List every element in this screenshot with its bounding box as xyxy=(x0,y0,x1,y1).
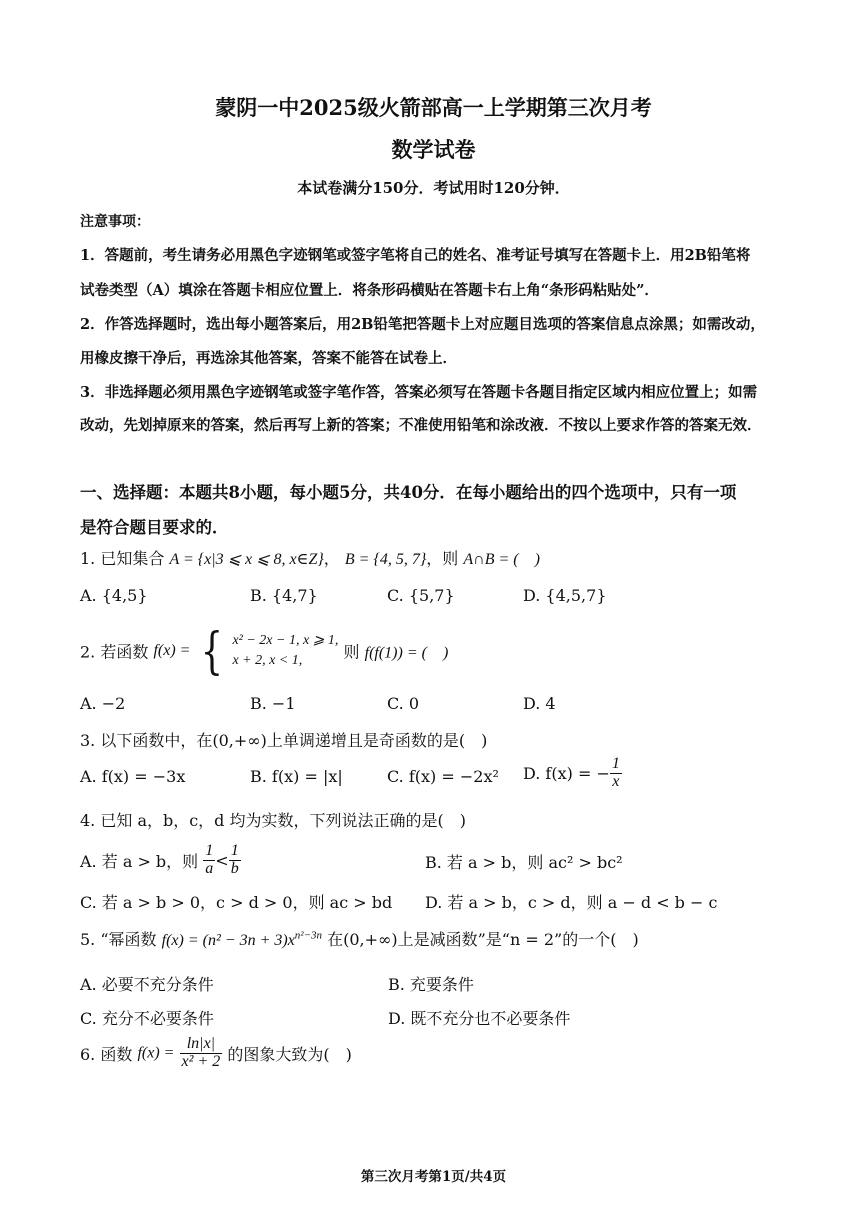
left-brace: { xyxy=(200,622,223,680)
q5-text-b: 在(0,+∞)上是减函数”是“n = 2”的一个( ) xyxy=(327,930,639,949)
question-6 xyxy=(80,1036,352,1071)
q3-frac-num: 1 xyxy=(611,755,620,772)
section-heading-cont: 是符合题目要求的． xyxy=(80,518,229,537)
q4-option-a xyxy=(80,843,241,878)
question-2 xyxy=(80,622,448,680)
q5-formula: f(x) = (n² − 3n + 3)x xyxy=(161,932,295,949)
q5-exponent: n²−3n xyxy=(294,929,323,942)
q5-option-b: B. 充要条件 xyxy=(388,975,474,994)
question-1 xyxy=(80,546,540,569)
q4-lt: < xyxy=(215,850,229,870)
q3-option-b: B. f(x) = |x| xyxy=(250,767,343,786)
question-4: 4. 已知 a，b，c，d 均为实数，下列说法正确的是( ) xyxy=(80,811,466,830)
q4-option-b: B. 若 a > b，则 ac² > bc² xyxy=(425,853,623,872)
exam-subject: 数学试卷 xyxy=(391,137,476,162)
q1-option-d: D. {4,5,7} xyxy=(523,586,607,605)
q2-text: 2. 若函数 xyxy=(80,642,149,662)
q4-option-d: D. 若 a > b，c > d，则 a − d < b − c xyxy=(425,893,718,912)
q4-opt-a-label: A. 若 a > b，则 xyxy=(80,851,199,871)
q6-fx: f(x) = xyxy=(137,1044,175,1062)
notice-heading: 注意事项： xyxy=(80,214,150,230)
q3-fraction xyxy=(610,756,622,791)
q2-option-d: D. 4 xyxy=(523,694,556,713)
notice-line: 用橡皮擦干净后，再选涂其他答案，答案不能答在试卷上． xyxy=(80,350,457,367)
q6-fraction xyxy=(180,1036,223,1071)
q3-option-a: A. f(x) = −3x xyxy=(80,767,186,786)
q2-case-1: x² − 2x − 1, x ⩾ 1, xyxy=(232,632,339,648)
notice-line: 试卷类型（A）填涂在答题卡相应位置上．将条形码横贴在答题卡右上角“条形码粘贴处”． xyxy=(80,282,659,299)
notice-line: 2．作答选择题时，选出每小题答案后，用2B铅笔把答题卡上对应题目选项的答案信息点涂黑；如需改动， xyxy=(80,316,765,333)
q3-frac-den: x xyxy=(612,772,620,790)
q1-sep: ， xyxy=(323,549,340,568)
q4-frac-1 xyxy=(203,843,215,878)
notice-line: 3．非选择题必须用黑色字迹钢笔或签字笔作答，答案必须写在答题卡各题目指定区域内相应位置上；如需 xyxy=(80,384,758,401)
q1-set-b: B = {4, 5, 7} xyxy=(344,551,427,568)
q1-option-b: B. {4,7} xyxy=(250,586,318,605)
q1-text: 1. 已知集合 xyxy=(80,549,165,568)
q2-text-b: 则 xyxy=(343,642,360,662)
q1-text-b: ，则 xyxy=(426,549,459,568)
exam-title: 蒙阴一中2025级火箭部高一上学期第三次月考 xyxy=(215,95,652,120)
q1-set-a: A = {x|3 ⩽ x ⩽ 8, x∈Z} xyxy=(169,551,324,568)
q5-option-a: A. 必要不充分条件 xyxy=(80,975,214,994)
q2-option-a: A. −2 xyxy=(80,694,126,713)
q3-option-d xyxy=(523,756,622,791)
question-5 xyxy=(80,927,639,950)
q1-option-c: C. {5,7} xyxy=(387,586,455,605)
q1-option-a: A. {4,5} xyxy=(80,586,148,605)
q4-frac-1-num: 1 xyxy=(205,842,214,859)
q6-frac-den: x² + 2 xyxy=(181,1052,221,1070)
q6-frac-num: ln|x| xyxy=(180,1036,223,1054)
q6-text-a: 6. 函数 xyxy=(80,1044,133,1064)
q4-frac-2-num: 1 xyxy=(230,842,239,859)
notice-line: 改动，先划掉原来的答案，然后再写上新的答案；不准使用铅笔和涂改液．不按以上要求作答的答案无效． xyxy=(80,417,762,434)
q2-option-c: C. 0 xyxy=(387,694,420,713)
notice-line: 1．答题前，考生请务必用黑色字迹钢笔或签字笔将自己的姓名、准考证号填写在答题卡上．用2B铅笔将 xyxy=(80,247,751,264)
q2-expr: f(f(1)) = ( ) xyxy=(364,644,449,662)
q3-option-c: C. f(x) = −2x² xyxy=(387,767,499,786)
exam-info: 本试卷满分150分．考试用时120分钟． xyxy=(297,179,570,197)
q4-frac-1-den: a xyxy=(205,859,214,877)
q5-text-a: 5. “幂函数 xyxy=(80,930,157,949)
q2-option-b: B. −1 xyxy=(250,694,296,713)
q2-case-2: x + 2, x < 1, xyxy=(232,653,303,668)
q2-cases xyxy=(232,631,338,672)
q4-option-c: C. 若 a > b > 0，c > d > 0，则 ac > bd xyxy=(80,893,393,912)
q5-option-c: C. 充分不必要条件 xyxy=(80,1009,214,1028)
q1-expr: A∩B = ( ) xyxy=(463,551,540,568)
q5-option-d: D. 既不充分也不必要条件 xyxy=(388,1009,571,1028)
section-heading: 一、选择题：本题共8小题，每小题5分，共40分．在每小题给出的四个选项中，只有一项 xyxy=(80,483,737,502)
q6-text-b: 的图象大致为( ) xyxy=(227,1044,352,1064)
q3-option-d-label: D. f(x) = − xyxy=(523,763,610,783)
question-3: 3. 以下函数中，在(0,+∞)上单调递增且是奇函数的是( ) xyxy=(80,731,488,750)
page-footer: 第三次月考第1页/共4页 xyxy=(360,1169,507,1185)
q4-frac-2-den: b xyxy=(230,859,239,877)
q4-frac-2 xyxy=(229,843,241,878)
q2-fx: f(x) = xyxy=(153,642,191,659)
